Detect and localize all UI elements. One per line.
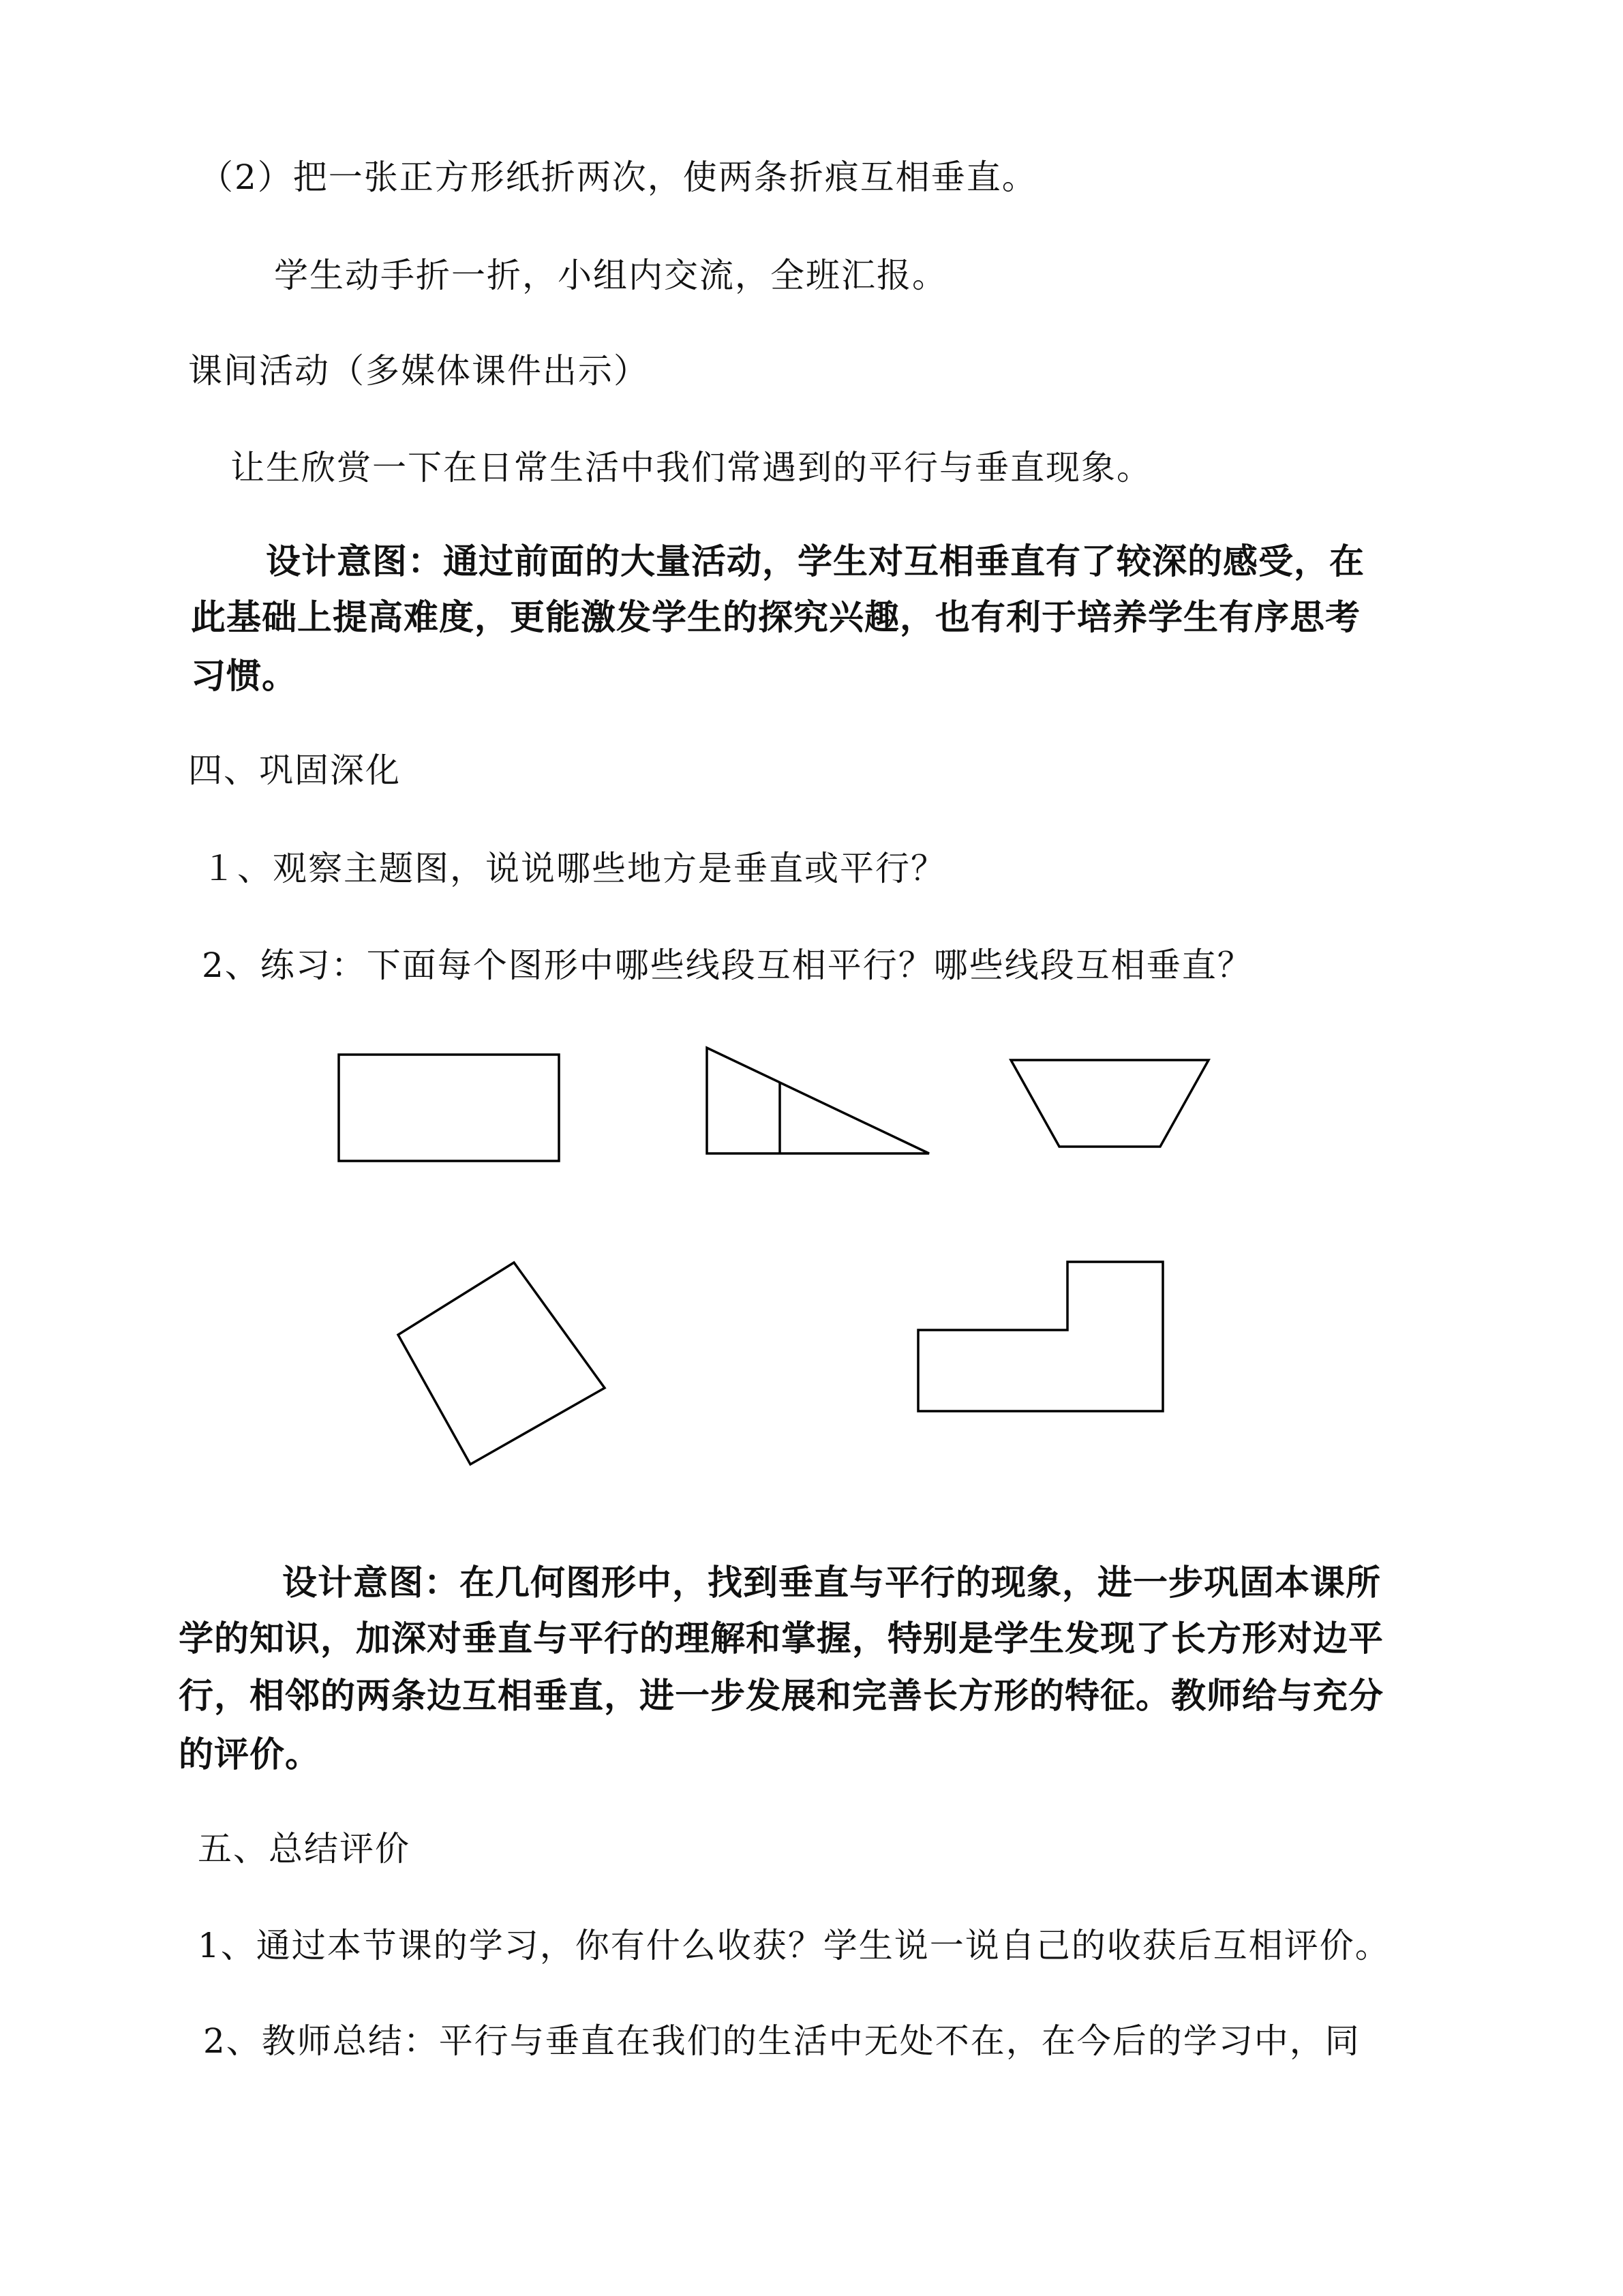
design-intent-line: 的评价。	[179, 1734, 321, 1775]
figure-tilted-square	[398, 1263, 605, 1464]
figure-trapezoid	[1011, 1060, 1209, 1147]
design-intent-line: 此基础上提高难度，更能激发学生的探究兴趣，也有利于培养学生有序思考	[191, 597, 1361, 638]
design-intent-heading-line: 设计意图：在几何图形中，找到垂直与平行的现象，进一步巩固本课所	[282, 1562, 1382, 1603]
figure-rectangle	[339, 1055, 559, 1161]
text-line: 学生动手折一折，小组内交流，全班汇报。	[274, 256, 947, 295]
section-heading: 四、巩固深化	[188, 751, 401, 790]
text-line: 2、练习：下面每个图形中哪些线段互相平行？哪些线段互相垂直？	[202, 946, 1253, 985]
design-intent-heading-line: 设计意图：通过前面的大量活动，学生对互相垂直有了较深的感受，在	[266, 541, 1365, 582]
text-line: 让生欣赏一下在日常生活中我们常遇到的平行与垂直现象。	[230, 448, 1152, 487]
text-line: （2）把一张正方形纸折两次，使两条折痕互相垂直。	[199, 157, 1037, 197]
geometry-figures	[0, 1009, 1623, 1500]
design-intent-line: 习惯。	[191, 656, 298, 697]
text-line: １、观察主题图，说说哪些地方是垂直或平行？	[202, 849, 946, 888]
section-heading: 五、总结评价	[198, 1829, 410, 1869]
figure-l-shape	[918, 1262, 1163, 1411]
design-intent-line: 学的知识，加深对垂直与平行的理解和掌握，特别是学生发现了长方形对边平	[179, 1618, 1384, 1659]
text-line: 1、通过本节课的学习，你有什么收获？学生说一说自己的收获后互相评价。	[198, 1926, 1391, 1965]
text-line: 2、教师总结：平行与垂直在我们的生活中无处不在，在今后的学习中，同	[203, 2021, 1361, 2061]
figure-right-triangle	[707, 1048, 929, 1153]
design-intent-line: 行，相邻的两条边互相垂直，进一步发展和完善长方形的特征。教师给与充分	[179, 1676, 1384, 1717]
text-line: 课间活动（多媒体课件出示）	[188, 351, 649, 391]
